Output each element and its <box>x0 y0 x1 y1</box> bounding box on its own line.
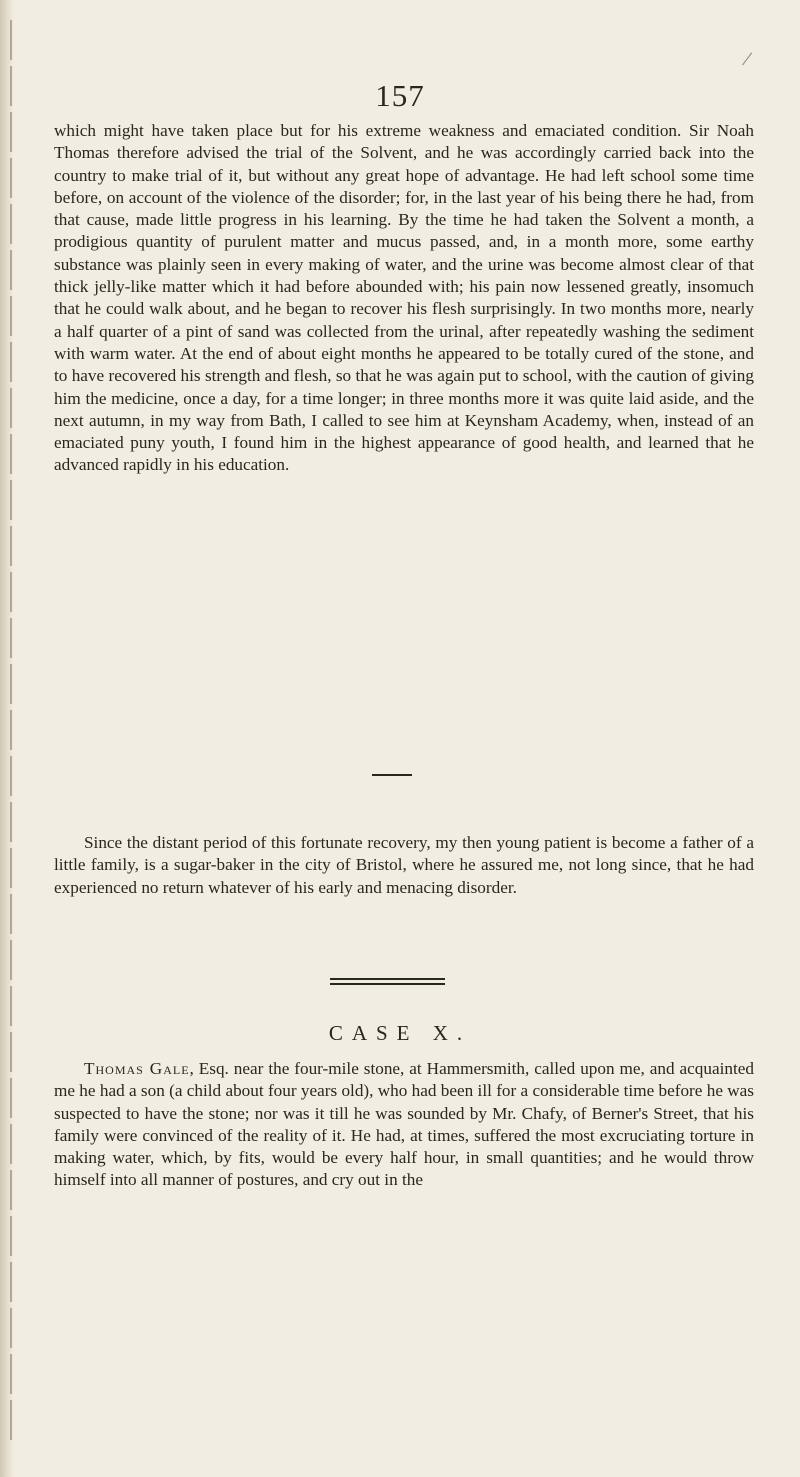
pencil-mark: / <box>740 45 754 72</box>
binding-stitch-line <box>10 20 12 1440</box>
section-rule-bottom <box>330 983 445 985</box>
section-rule-top <box>330 978 445 980</box>
case-heading: CASE X. <box>328 1021 472 1045</box>
case-patient-name: Thomas Gale <box>84 1059 190 1078</box>
body-paragraph-2: Since the distant period of this fortunate recovery, my then young patient is become a father of a little family, is a sugar-baker in the city of Bristol, where he assured me, not long since, that he had experienced no return whatever of his early and menacing disorder. <box>54 833 754 897</box>
body-paragraph-3 <box>54 1058 754 1192</box>
section-dash <box>372 774 412 776</box>
body-paragraph-3-text: , Esq. near the four-mile stone, at Hammersmith, called upon me, and acquainted me he had a son (a child about four years old), who had been ill for a considerable time before he was suspected to have the stone; nor was it till he was sounded by Mr. Chafy, of Berner's Street, that his family were convinced of the reality of it. He had, at times, suffered the most excruciating torture in making water, which, by fits, would be every half hour, in small quantities; and he would throw himself into all manner of postures, and cry out in the <box>54 1059 754 1190</box>
page-number: 157 <box>375 78 425 113</box>
body-paragraph-1: which might have taken place but for his extreme weakness and emaciated condition. Sir Noah Thomas therefore advised the trial of the Solvent, and he was accordingly carried back into the country to make trial of it, but without any great hope of advantage. He had left school some time before, on account of the violence of the disorder; for, in the last year of his being there he had, from that cause, made little progress in his learning. By the time he had taken the Solvent a month, a prodigious quantity of purulent matter and mucus passed, and, in a month more, some earthy substance was plainly seen in every making of water, and the urine was become almost clear of that thick jelly-like matter which it had before abounded with; his pain now lessened greatly, insomuch that he could walk about, and he began to recover his flesh surprisingly. In two months more, nearly a half quarter of a pint of sand was collected from the urinal, after repeatedly washing the sediment with warm water. At the end of about eight months he appeared to be totally cured of the stone, and to have recovered his strength and flesh, so that he was again put to school, with the caution of giving him the medicine, once a day, for a time longer; in three months more it was quite laid aside, and the next autumn, in my way from Bath, I called to see him at Keynsham Academy, when, instead of an emaciated puny youth, I found him in the highest appearance of good health, and learned that he advanced rapidly in his education. <box>54 121 754 475</box>
